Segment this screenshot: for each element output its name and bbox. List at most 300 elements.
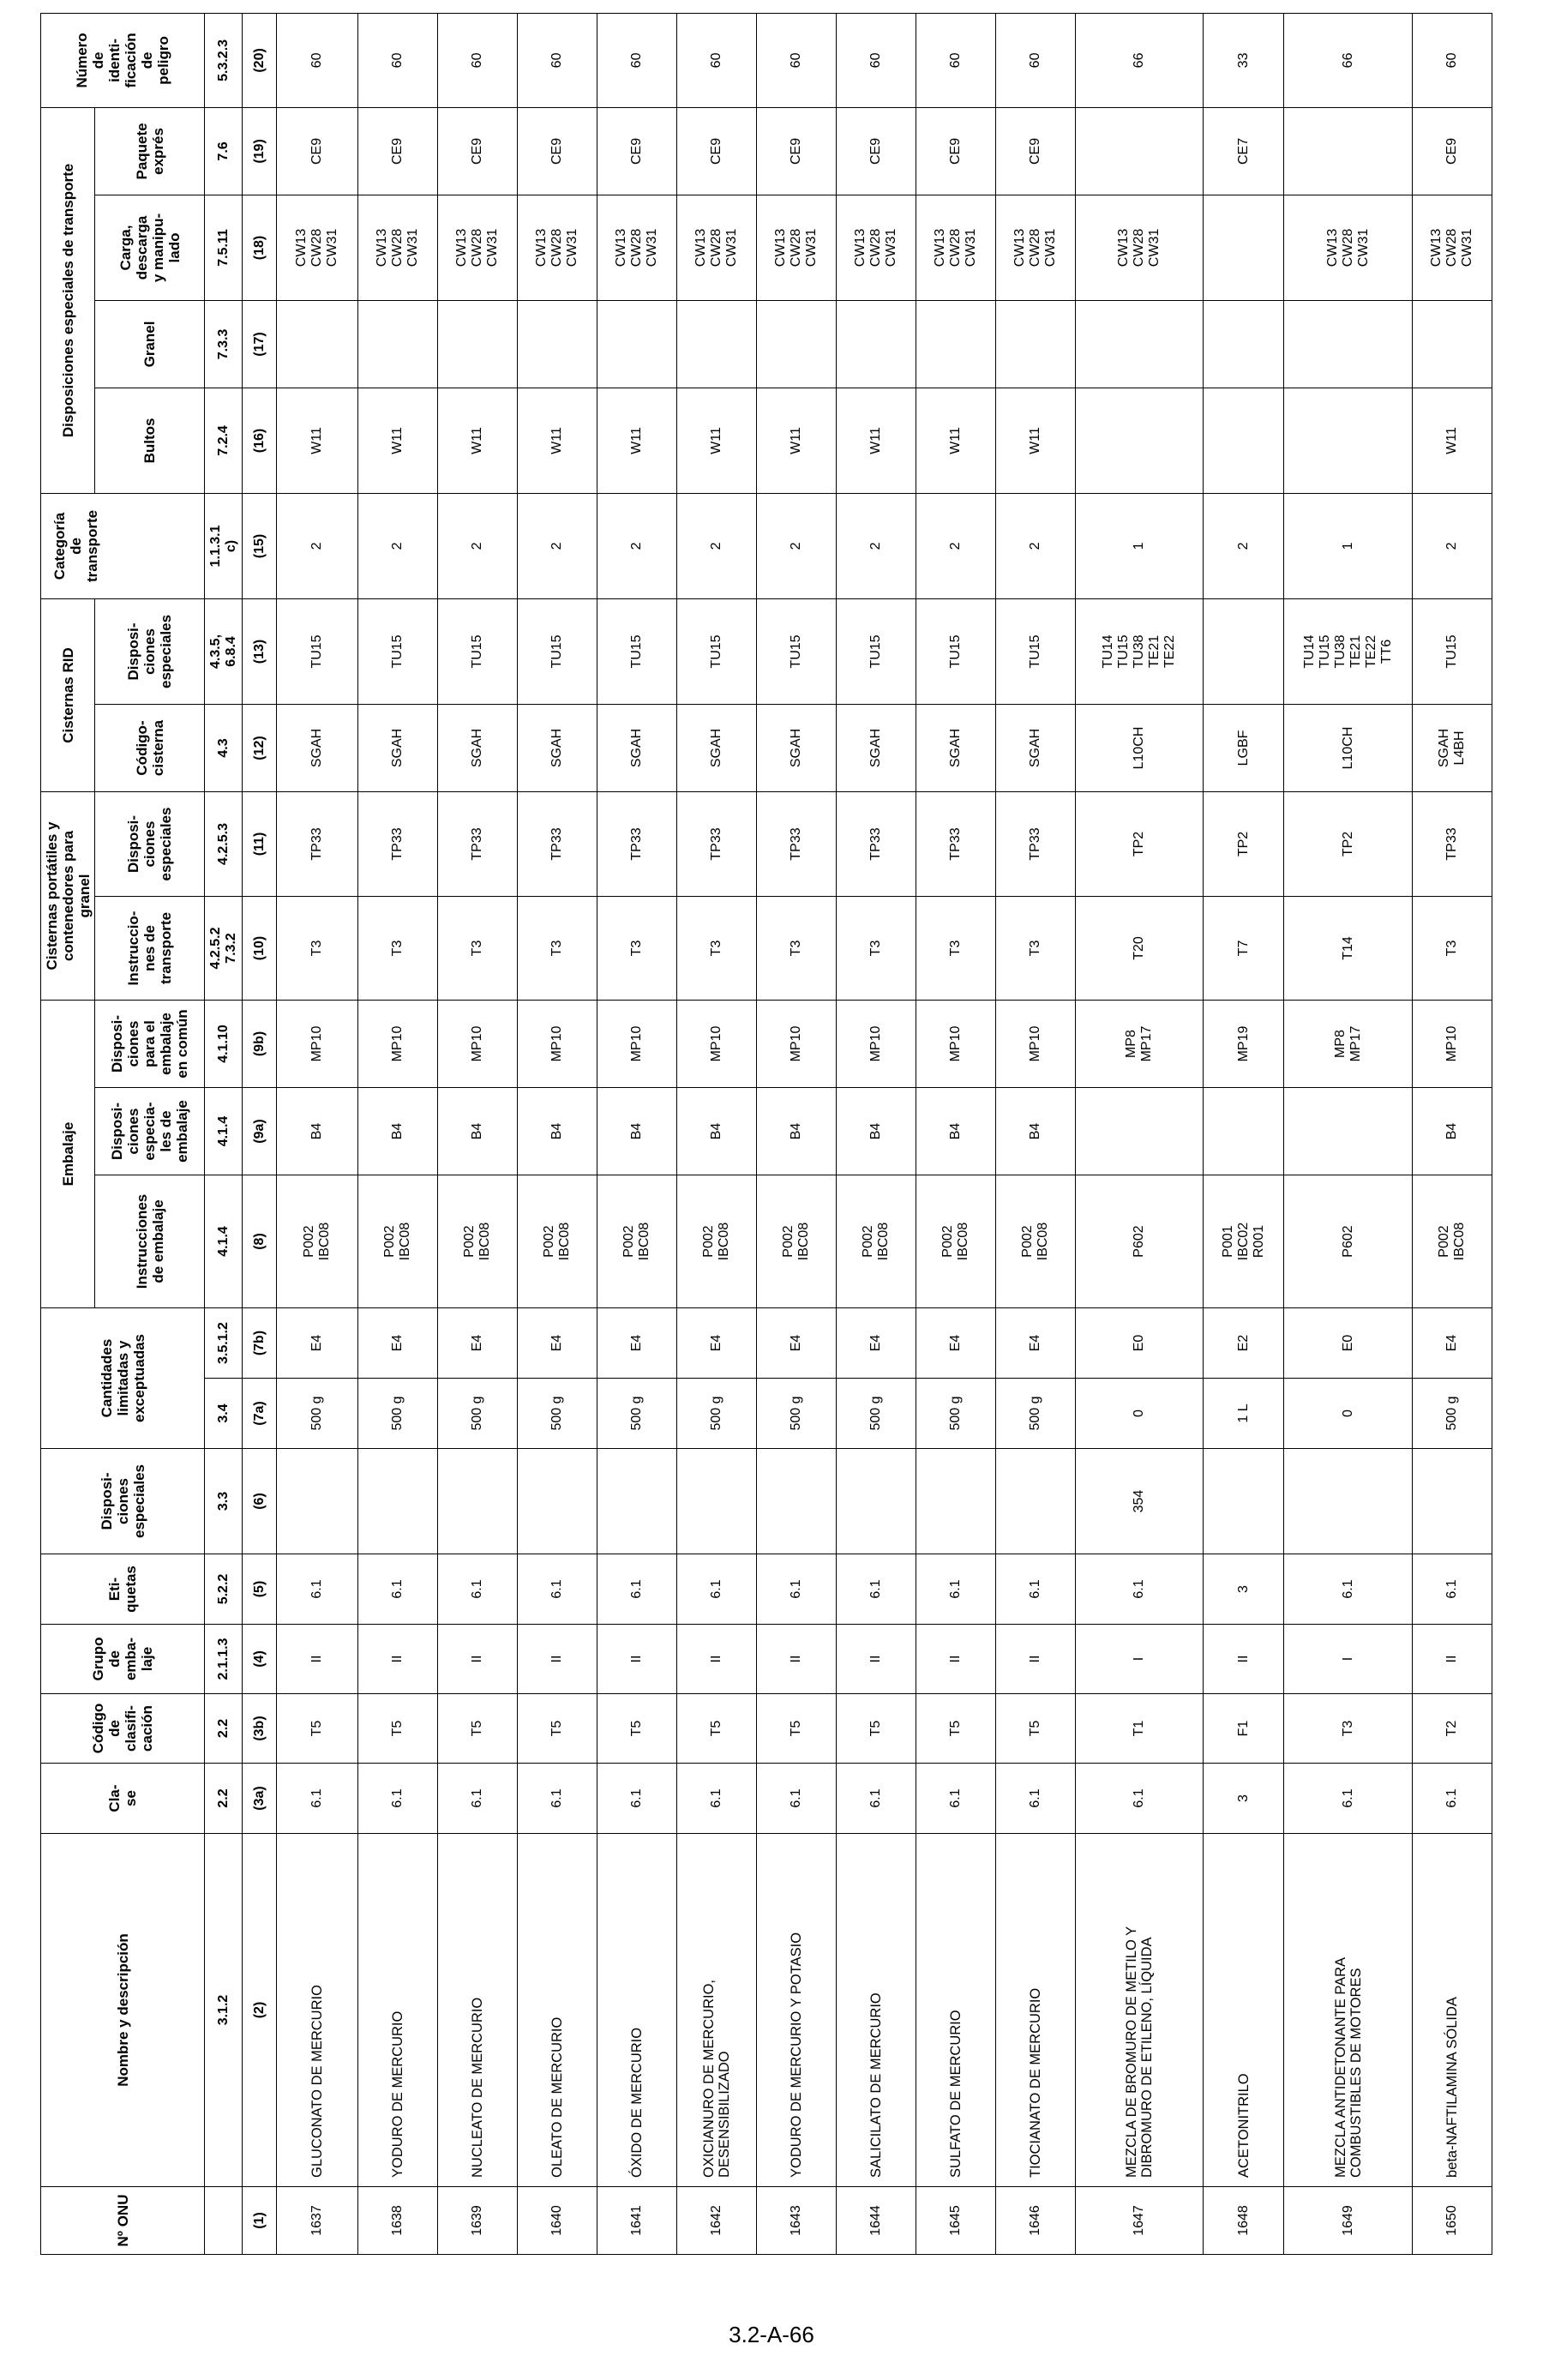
table-cell: MP10 — [996, 1000, 1076, 1087]
table-cell: B4 — [358, 1088, 438, 1175]
column-number-cell: (7a) — [243, 1379, 277, 1449]
table-cell: T3 — [358, 896, 438, 1000]
table-cell: CE9 — [438, 107, 518, 195]
table-cell — [677, 300, 757, 388]
table-cell: W11 — [677, 388, 757, 493]
table-cell: B4 — [1413, 1088, 1492, 1175]
table-cell: I — [1284, 1625, 1413, 1694]
header-transport-category: Categoría de transporte — [41, 493, 205, 598]
table-cell: II — [1204, 1625, 1284, 1694]
table-cell: 6.1 — [916, 1764, 996, 1834]
table-cell: SGAH — [996, 704, 1076, 791]
table-cell: E4 — [757, 1308, 837, 1379]
section-ref-cell: 3.3 — [205, 1449, 243, 1554]
header-un-number: Nº ONU — [41, 2187, 205, 2255]
table-cell — [916, 300, 996, 388]
table-cell: 6.1 — [996, 1764, 1076, 1834]
table-cell: 66 — [1076, 13, 1204, 107]
column-number-cell: (6) — [243, 1449, 277, 1554]
table-cell: 60 — [438, 13, 518, 107]
table-cell: 500 g — [358, 1379, 438, 1449]
table-cell: I — [1076, 1625, 1204, 1694]
table-cell: TU15 — [677, 598, 757, 704]
table-cell: SGAH — [438, 704, 518, 791]
substance-name-cell: OXICIANURO DE MERCURIO, DESENSIBILIZADO — [677, 1834, 757, 2187]
table-cell: CE9 — [1413, 107, 1492, 195]
table-cell: T5 — [518, 1694, 597, 1764]
table-cell: W11 — [358, 388, 438, 493]
table-cell: E4 — [677, 1308, 757, 1379]
table-cell: MP8 MP17 — [1284, 1000, 1413, 1087]
header-mixed-packing-provisions: Disposi- ciones para el embalaje en común — [95, 1000, 205, 1087]
table-cell: 2 — [358, 493, 438, 598]
table-cell — [277, 300, 358, 388]
table-cell: P002 IBC08 — [916, 1175, 996, 1308]
table-cell: MP10 — [358, 1000, 438, 1087]
column-number-cell: (5) — [243, 1554, 277, 1625]
substance-name-cell: YODURO DE MERCURIO Y POTASIO — [757, 1834, 837, 2187]
section-ref-cell: 4.1.4 — [205, 1088, 243, 1175]
table-cell — [1076, 1088, 1204, 1175]
table-cell: II — [677, 1625, 757, 1694]
section-ref-cell: 2.2 — [205, 1764, 243, 1834]
table-row — [677, 13, 757, 2254]
table-row — [1413, 13, 1492, 2254]
table-cell: B4 — [837, 1088, 916, 1175]
table-cell: SGAH — [358, 704, 438, 791]
header-tank-special-provisions: Disposi- ciones especiales — [95, 791, 205, 896]
table-cell: 500 g — [597, 1379, 677, 1449]
table-row — [996, 13, 1076, 2254]
table-cell: II — [916, 1625, 996, 1694]
table-cell — [1204, 598, 1284, 704]
table-row — [757, 13, 837, 2254]
table-cell — [358, 300, 438, 388]
table-cell: 2 — [438, 493, 518, 598]
section-ref-cell: 7.3.3 — [205, 300, 243, 388]
column-number-cell: (3a) — [243, 1764, 277, 1834]
section-ref-cell: 5.3.2.3 — [205, 13, 243, 107]
un-number-cell: 1648 — [1204, 2187, 1284, 2255]
header-packaging: Embalaje — [41, 1000, 95, 1307]
table-cell: SGAH — [518, 704, 597, 791]
table-cell: 1 — [1076, 493, 1204, 598]
header-transport-instructions: Instruccio- nes de transporte — [95, 896, 205, 1000]
table-cell: T5 — [597, 1694, 677, 1764]
table-cell: CW13 CW28 CW31 — [677, 195, 757, 300]
table-cell: E4 — [996, 1308, 1076, 1379]
section-ref-cell: 7.5.11 — [205, 195, 243, 300]
substance-name-cell: ACETONITRILO — [1204, 1834, 1284, 2187]
table-cell: TU15 — [996, 598, 1076, 704]
header-special-transport-provisions: Disposiciones especiales de transporte — [41, 107, 95, 493]
table-cell: 6.1 — [677, 1764, 757, 1834]
section-ref-cell: 4.3.5, 6.8.4 — [205, 598, 243, 704]
table-cell — [916, 1449, 996, 1554]
table-cell: B4 — [757, 1088, 837, 1175]
table-cell: 500 g — [837, 1379, 916, 1449]
table-cell: 500 g — [277, 1379, 358, 1449]
section-ref-cell: 4.3 — [205, 704, 243, 791]
table-cell — [1204, 195, 1284, 300]
table-cell: II — [518, 1625, 597, 1694]
table-cell: P001 IBC02 R001 — [1204, 1175, 1284, 1308]
section-ref-cell: 2.1.1.3 — [205, 1625, 243, 1694]
table-cell — [677, 1449, 757, 1554]
table-cell: 6.1 — [1076, 1764, 1204, 1834]
table-cell: T7 — [1204, 896, 1284, 1000]
table-cell: B4 — [916, 1088, 996, 1175]
section-ref-cell: 7.2.4 — [205, 388, 243, 493]
table-cell: B4 — [518, 1088, 597, 1175]
un-number-cell: 1637 — [277, 2187, 358, 2255]
table-cell: CW13 CW28 CW31 — [597, 195, 677, 300]
table-cell: 2 — [677, 493, 757, 598]
substance-name-cell: beta-NAFTILAMINA SÓLIDA — [1413, 1834, 1492, 2187]
table-cell: 2 — [757, 493, 837, 598]
column-number-cell: (9a) — [243, 1088, 277, 1175]
table-cell: P002 IBC08 — [518, 1175, 597, 1308]
table-cell: P002 IBC08 — [438, 1175, 518, 1308]
column-number-cell: (8) — [243, 1175, 277, 1308]
table-cell: T3 — [837, 896, 916, 1000]
table-cell: W11 — [518, 388, 597, 493]
table-cell: CW13 CW28 CW31 — [1284, 195, 1413, 300]
header-class: Cla- se — [41, 1764, 205, 1834]
column-number-cell: (16) — [243, 388, 277, 493]
table-cell: CE9 — [677, 107, 757, 195]
table-row — [1076, 13, 1204, 2254]
table-cell: 6.1 — [277, 1554, 358, 1625]
substance-name-cell: GLUCONATO DE MERCURIO — [277, 1834, 358, 2187]
table-cell: E4 — [597, 1308, 677, 1379]
table-cell: 60 — [277, 13, 358, 107]
table-cell: 60 — [597, 13, 677, 107]
table-cell: T3 — [1284, 1694, 1413, 1764]
column-number-cell: (13) — [243, 598, 277, 704]
section-ref-cell: 4.2.5.2 7.3.2 — [205, 896, 243, 1000]
un-number-cell: 1640 — [518, 2187, 597, 2255]
table-cell: CE9 — [277, 107, 358, 195]
table-cell: CW13 CW28 CW31 — [277, 195, 358, 300]
table-cell: 60 — [1413, 13, 1492, 107]
table-cell: 2 — [277, 493, 358, 598]
table-cell: E4 — [916, 1308, 996, 1379]
column-number-cell: (12) — [243, 704, 277, 791]
table-cell: T3 — [438, 896, 518, 1000]
table-cell: 6.1 — [677, 1554, 757, 1625]
table-cell: CW13 CW28 CW31 — [757, 195, 837, 300]
table-cell: MP10 — [916, 1000, 996, 1087]
table-cell: CW13 CW28 CW31 — [916, 195, 996, 300]
table-cell: 6.1 — [916, 1554, 996, 1625]
table-cell: TU15 — [757, 598, 837, 704]
table-cell: 6.1 — [757, 1764, 837, 1834]
un-number-cell: 1645 — [916, 2187, 996, 2255]
table-cell: TU15 — [518, 598, 597, 704]
table-row — [358, 13, 438, 2254]
table-cell — [358, 1449, 438, 1554]
table-row — [277, 13, 358, 2254]
un-number-cell: 1641 — [597, 2187, 677, 2255]
table-cell: 500 g — [677, 1379, 757, 1449]
table-cell: SGAH — [277, 704, 358, 791]
table-cell: CW13 CW28 CW31 — [518, 195, 597, 300]
table-cell: SGAH — [677, 704, 757, 791]
table-cell: TP33 — [757, 791, 837, 896]
section-ref-cell: 4.2.5.3 — [205, 791, 243, 896]
table-row — [1204, 13, 1284, 2254]
table-cell — [757, 1449, 837, 1554]
un-number-cell: 1650 — [1413, 2187, 1492, 2255]
table-cell: TU15 — [1413, 598, 1492, 704]
table-cell: SGAH — [916, 704, 996, 791]
substance-name-cell: MEZCLA ANTIDETONANTE PARA COMBUSTIBLES DE MOTORES — [1284, 1834, 1413, 2187]
table-row — [518, 13, 597, 2254]
substance-name-cell: NUCLEATO DE MERCURIO — [438, 1834, 518, 2187]
table-cell: II — [1413, 1625, 1492, 1694]
header-limited-quantities: Cantidades limitadas y exceptuadas — [41, 1308, 205, 1449]
table-cell — [1413, 300, 1492, 388]
table-cell: SGAH L4BH — [1413, 704, 1492, 791]
table-cell: E2 — [1204, 1308, 1284, 1379]
table-cell: T14 — [1284, 896, 1413, 1000]
table-cell: 60 — [757, 13, 837, 107]
table-cell — [1284, 1449, 1413, 1554]
table-cell — [597, 300, 677, 388]
table-cell: TP33 — [597, 791, 677, 896]
table-cell — [837, 1449, 916, 1554]
table-cell: TU15 — [916, 598, 996, 704]
table-cell: T3 — [518, 896, 597, 1000]
column-number-cell: (11) — [243, 791, 277, 896]
table-cell: CE9 — [518, 107, 597, 195]
table-cell: B4 — [438, 1088, 518, 1175]
table-cell: CE9 — [597, 107, 677, 195]
table-cell: TP2 — [1284, 791, 1413, 896]
column-number-cell: (10) — [243, 896, 277, 1000]
table-cell: SGAH — [837, 704, 916, 791]
table-cell: L10CH — [1076, 704, 1204, 791]
section-ref-cell: 3.5.1.2 — [205, 1308, 243, 1379]
table-cell: 60 — [677, 13, 757, 107]
table-cell: 6.1 — [518, 1554, 597, 1625]
un-number-cell: 1638 — [358, 2187, 438, 2255]
table-cell: II — [438, 1625, 518, 1694]
table-cell: TU15 — [837, 598, 916, 704]
table-cell: CW13 CW28 CW31 — [358, 195, 438, 300]
table-cell: 33 — [1204, 13, 1284, 107]
table-cell: W11 — [438, 388, 518, 493]
table-cell: 0 — [1076, 1379, 1204, 1449]
table-cell: 6.1 — [996, 1554, 1076, 1625]
table-cell: II — [837, 1625, 916, 1694]
table-cell: W11 — [996, 388, 1076, 493]
table-cell: 6.1 — [1284, 1764, 1413, 1834]
un-number-cell: 1643 — [757, 2187, 837, 2255]
table-cell: TU14 TU15 TU38 TE21 TE22 — [1076, 598, 1204, 704]
table-cell — [1076, 300, 1204, 388]
page-number: 3.2-A-66 — [729, 2322, 814, 2347]
table-cell: 6.1 — [757, 1554, 837, 1625]
un-number-cell: 1647 — [1076, 2187, 1204, 2255]
dangerous-goods-table — [40, 13, 1492, 2255]
table-cell — [1204, 1449, 1284, 1554]
table-cell: SGAH — [757, 704, 837, 791]
table-cell: MP10 — [1413, 1000, 1492, 1087]
substance-name-cell: YODURO DE MERCURIO — [358, 1834, 438, 2187]
table-cell: T5 — [996, 1694, 1076, 1764]
header-packages: Bultos — [95, 388, 205, 493]
table-cell: 500 g — [916, 1379, 996, 1449]
column-number-cell: (17) — [243, 300, 277, 388]
table-cell — [1413, 1449, 1492, 1554]
table-cell: P602 — [1284, 1175, 1413, 1308]
table-cell: CE7 — [1204, 107, 1284, 195]
table-cell: 2 — [837, 493, 916, 598]
table-cell: 6.1 — [358, 1764, 438, 1834]
table-cell: E4 — [277, 1308, 358, 1379]
table-cell: 6.1 — [837, 1554, 916, 1625]
table-cell: E4 — [438, 1308, 518, 1379]
header-hazard-number: Número de identi- ficación de peligro — [41, 13, 205, 107]
substance-name-cell: SULFATO DE MERCURIO — [916, 1834, 996, 2187]
table-cell: TP33 — [277, 791, 358, 896]
table-cell: CW13 CW28 CW31 — [438, 195, 518, 300]
table-cell: II — [597, 1625, 677, 1694]
table-cell: 2 — [597, 493, 677, 598]
section-ref-row — [205, 13, 243, 2254]
table-cell: P002 IBC08 — [358, 1175, 438, 1308]
header-labels: Eti- quetas — [41, 1554, 205, 1625]
table-cell — [837, 300, 916, 388]
table-cell: TP33 — [358, 791, 438, 896]
table-cell: E4 — [1413, 1308, 1492, 1379]
table-cell: CE9 — [837, 107, 916, 195]
column-number-cell: (2) — [243, 1834, 277, 2187]
column-number-cell: (18) — [243, 195, 277, 300]
table-cell: TU15 — [597, 598, 677, 704]
header-classification-code: Código de clasifi- cación — [41, 1694, 205, 1764]
table-cell: T3 — [996, 896, 1076, 1000]
table-cell — [438, 1449, 518, 1554]
header-loading-unloading: Carga, descarga y manipu- lado — [95, 195, 205, 300]
table-cell: 6.1 — [597, 1764, 677, 1834]
section-ref-cell: 4.1.4 — [205, 1175, 243, 1308]
table-cell: CE9 — [757, 107, 837, 195]
table-cell: TP33 — [438, 791, 518, 896]
table-cell: CW13 CW28 CW31 — [837, 195, 916, 300]
table-cell — [1204, 388, 1284, 493]
header-special-packing-provisions: Disposi- ciones especia- les de embalaje — [95, 1088, 205, 1175]
column-number-cell: (7b) — [243, 1308, 277, 1379]
substance-name-cell: TIOCIANATO DE MERCURIO — [996, 1834, 1076, 2187]
table-cell — [996, 1449, 1076, 1554]
table-cell: W11 — [1413, 388, 1492, 493]
table-cell: B4 — [996, 1088, 1076, 1175]
table-cell: TP33 — [1413, 791, 1492, 896]
table-cell: T3 — [1413, 896, 1492, 1000]
table-cell — [1284, 300, 1413, 388]
table-cell: 66 — [1284, 13, 1413, 107]
table-cell: 60 — [837, 13, 916, 107]
table-cell — [1076, 388, 1204, 493]
table-cell: MP10 — [438, 1000, 518, 1087]
table-cell: P002 IBC08 — [996, 1175, 1076, 1308]
table-cell: MP10 — [597, 1000, 677, 1087]
table-cell — [518, 1449, 597, 1554]
table-cell: TP33 — [677, 791, 757, 896]
header-packing-instructions: Instrucciones de embalaje — [95, 1175, 205, 1308]
table-cell: TU15 — [277, 598, 358, 704]
table-cell: 2 — [518, 493, 597, 598]
table-cell: CE9 — [358, 107, 438, 195]
section-ref-cell — [205, 2187, 243, 2255]
table-cell: E4 — [358, 1308, 438, 1379]
table-cell: E4 — [518, 1308, 597, 1379]
table-cell: W11 — [277, 388, 358, 493]
table-cell: T3 — [677, 896, 757, 1000]
table-cell: II — [358, 1625, 438, 1694]
table-cell — [1284, 107, 1413, 195]
table-cell: W11 — [837, 388, 916, 493]
un-number-cell: 1649 — [1284, 2187, 1413, 2255]
table-cell: B4 — [597, 1088, 677, 1175]
table-cell: 2 — [916, 493, 996, 598]
header-portable-tanks: Cisternas portátiles y contenedores para granel — [41, 791, 95, 1000]
table-cell: TP33 — [996, 791, 1076, 896]
table-cell: P002 IBC08 — [1413, 1175, 1492, 1308]
table-cell: CE9 — [996, 107, 1076, 195]
table-cell — [1284, 388, 1413, 493]
table-cell: P002 IBC08 — [277, 1175, 358, 1308]
table-cell: TP33 — [916, 791, 996, 896]
table-cell — [1076, 107, 1204, 195]
table-cell: TP2 — [1076, 791, 1204, 896]
table-cell: 2 — [1413, 493, 1492, 598]
table-cell: TP33 — [518, 791, 597, 896]
table-cell: SGAH — [597, 704, 677, 791]
column-number-row — [243, 13, 277, 2254]
table-cell: 60 — [916, 13, 996, 107]
section-ref-cell: 7.6 — [205, 107, 243, 195]
substance-name-cell: OLEATO DE MERCURIO — [518, 1834, 597, 2187]
section-ref-cell: 5.2.2 — [205, 1554, 243, 1625]
table-cell: L10CH — [1284, 704, 1413, 791]
table-cell: 3 — [1204, 1554, 1284, 1625]
table-cell: T5 — [916, 1694, 996, 1764]
column-number-cell: (19) — [243, 107, 277, 195]
table-cell: F1 — [1204, 1694, 1284, 1764]
table-cell: 60 — [518, 13, 597, 107]
table-cell — [597, 1449, 677, 1554]
table-cell: MP19 — [1204, 1000, 1284, 1087]
table-cell: 2 — [1204, 493, 1284, 598]
table-cell: 6.1 — [438, 1764, 518, 1834]
table-cell: B4 — [677, 1088, 757, 1175]
table-cell — [518, 300, 597, 388]
table-cell: T3 — [597, 896, 677, 1000]
table-cell: T5 — [757, 1694, 837, 1764]
table-cell: T5 — [438, 1694, 518, 1764]
table-cell: TU15 — [358, 598, 438, 704]
substance-name-cell: SALICILATO DE MERCURIO — [837, 1834, 916, 2187]
table-cell: E0 — [1076, 1308, 1204, 1379]
table-cell: MP10 — [518, 1000, 597, 1087]
section-ref-cell: 4.1.10 — [205, 1000, 243, 1087]
header-name: Nombre y descripción — [41, 1834, 205, 2187]
table-cell: 500 g — [518, 1379, 597, 1449]
